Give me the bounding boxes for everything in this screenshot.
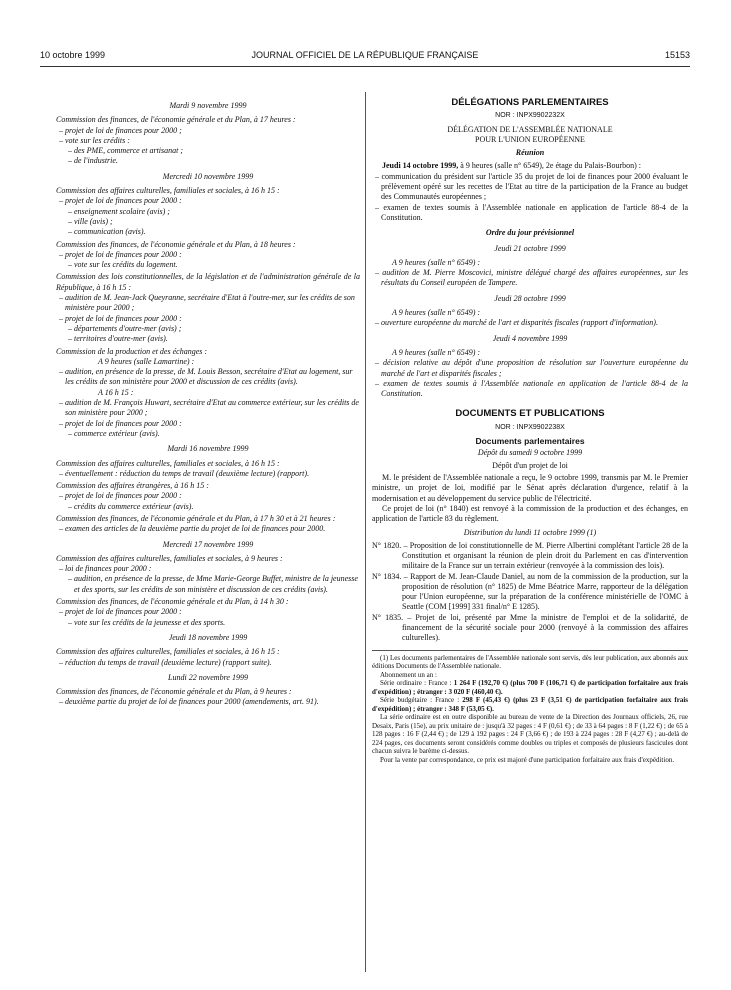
agenda-item: – projet de loi de finances pour 2000 : <box>59 249 182 259</box>
subsection-title: Documents parlementaires <box>475 436 585 447</box>
session-time: A 9 heures (salle n° 6549) : <box>392 308 481 318</box>
meeting-entry <box>372 161 688 171</box>
page-header <box>40 50 690 66</box>
agenda-item: – deuxième partie du projet de loi de finances pour 2000 (amendements, art. 91). <box>59 697 319 707</box>
agenda-item: – audition de M. Pierre Moscovici, ministre délégué chargé des affaires européennes, sur les résultats du Conseil européen de Tampere. <box>375 268 688 288</box>
nor-reference: NOR : INPX9902238X <box>495 423 565 431</box>
session-time: A 9 heures (salle n° 6549) : <box>392 257 481 267</box>
agenda-item: – audition de M. François Huwart, secrétaire d'Etat au commerce extérieur, sur les crédits de son ministère pour 2000 ; <box>59 398 359 418</box>
paragraph: M. le président de l'Assemblée nationale a reçu, le 9 octobre 1999, transmis par M. le Premier ministre, un projet de loi, modifié par le Sénat après déclaration d'urgence, relatif à la modernisation et au développement du service public de l'électricité. <box>372 472 688 503</box>
commission-entry: Commission des finances, de l'économie générale et du Plan, à 18 heures : <box>56 239 296 249</box>
left-column <box>56 96 360 708</box>
agenda-item: – projet de loi de finances pour 2000 : <box>59 491 182 501</box>
section-title: DOCUMENTS ET PUBLICATIONS <box>455 408 605 420</box>
date-heading: Jeudi 4 novembre 1999 <box>492 333 568 343</box>
agenda-subitem: – ville (avis) ; <box>68 216 113 226</box>
document-entry: N° 1835. – Projet de loi, présenté par Mme la ministre de l'emploi et de la solidarité, de financement de la sécurité sociale pour 2000 (renvoyé à la commission des affaires culturelles). <box>372 612 688 643</box>
agenda-item: – ouverture européenne du marché de l'art et disparités fiscales (rapport d'information). <box>375 318 658 328</box>
footnote-text <box>372 696 688 713</box>
commission-entry: Commission des affaires culturelles, familiales et sociales, à 16 h 15 : <box>56 647 280 657</box>
footnote-label: Série budgétaire : France : <box>380 696 463 705</box>
distribution-heading: Distribution du lundi 11 octobre 1999 (1) <box>463 528 597 538</box>
footnote-price: 298 F (45,43 €) (plus 23 F (3,51 €) de participation forfaitaire aux frais d'expédition) ; étranger : 348 F (53,05 €). <box>372 696 689 713</box>
agenda-item: – audition de M. Jean-Jack Queyranne, secrétaire d'Etat à l'outre-mer, sur les crédits de son ministère pour 2000 ; <box>59 293 355 313</box>
agenda-item: – projet de loi de finances pour 2000 : <box>59 418 182 428</box>
commission-entry: Commission des affaires culturelles, familiales et sociales, à 16 h 15 : <box>56 458 280 468</box>
agenda-heading: Ordre du jour prévisionnel <box>485 228 575 238</box>
agenda-subitem: – territoires d'outre-mer (avis). <box>68 334 168 344</box>
agenda-subitem: – crédits du commerce extérieur (avis). <box>68 501 194 511</box>
session-time: A 9 heures (salle n° 6549) : <box>392 347 481 357</box>
agenda-subitem: – enseignement scolaire (avis) ; <box>68 206 170 216</box>
commission-entry: Commission des affaires culturelles, familiales et sociales, à 16 h 15 : <box>56 186 280 196</box>
agenda-subitem: – de l'industrie. <box>68 156 118 166</box>
footnote-text: (1) Les documents parlementaires de l'Assemblée nationale sont servis, dès leur publication, aux abonnés aux éditions Documents de l'Assemblée nationale. <box>372 653 688 671</box>
commission-entry: Commission des affaires culturelles, familiales et sociales, à 9 heures : <box>56 553 283 563</box>
agenda-subitem: – communication (avis). <box>68 227 146 237</box>
agenda-item: – projet de loi de finances pour 2000 : <box>59 607 182 617</box>
footnote-text: Pour la vente par correspondance, ce prix est majoré d'une participation forfaitaire aux frais d'expédition. <box>380 755 675 764</box>
agenda-subitem: – départements d'outre-mer (avis) ; <box>68 323 182 333</box>
agenda-item: – loi de finances pour 2000 : <box>59 564 152 574</box>
agenda-item: – projet de loi de finances pour 2000 : <box>59 313 182 323</box>
commission-entry: Commission des lois constitutionnelles, de la législation et de l'administration générale de la République, à 16 h 15 : <box>56 272 360 292</box>
right-column <box>372 96 688 764</box>
footnote-label: Série ordinaire : France : <box>380 679 454 688</box>
commission-entry: Commission des finances, de l'économie générale et du Plan, à 17 h 30 et à 21 heures : <box>56 513 336 523</box>
agenda-item: – examen des articles de la deuxième partie du projet de loi de finances pour 2000. <box>59 524 326 534</box>
document-entry: N° 1820. – Proposition de loi constitutionnelle de M. Pierre Albertini complétant l'article 28 de la Constitution et organisant la réunion de plein droit du Parlement en cas d'intervention militaire de la France sur un terrain extérieur (renvoyée à la commission des lois). <box>372 540 688 571</box>
agenda-subitem: – vote sur les crédits du logement. <box>68 260 178 270</box>
meeting-location: à 9 heures (salle n° 6549), 2e étage du Palais-Bourbon) : <box>458 161 641 171</box>
agenda-subitem: – audition, en présence de la presse, de Mme Marie-George Buffet, ministre de la jeunesse et des sports, sur les crédits de son ministère et discussion de ces crédits (avis). <box>68 574 358 594</box>
meeting-heading: Réunion <box>515 148 545 158</box>
column-divider <box>365 92 366 972</box>
agenda-item: – communication du président sur l'article 35 du projet de loi de finances pour 2000 évaluant le prélèvement opéré sur les recettes de l'Etat au titre de la participation de la France au budget des Communautés européennes ; <box>375 171 688 202</box>
commission-entry: Commission des affaires étrangères, à 16 h 15 : <box>56 481 209 491</box>
date-heading: Lundi 22 novembre 1999 <box>168 672 248 682</box>
header-date: 10 octobre 1999 <box>40 50 106 60</box>
agenda-item: – examen de textes soumis à l'Assemblée nationale en application de l'article 88-4 de la Constitution. <box>375 378 688 399</box>
document-entry: N° 1834. – Rapport de M. Jean-Claude Daniel, au nom de la commission de la production, sur la proposition de résolution (n° 1825) de Mme Béatrice Marre, rapporteur de la délégation pour l'Union européenne, sur la préparation de la conférence ministérielle de l'OMC à Seattle (COM [1999] 331 final/n° E 1285). <box>372 571 688 612</box>
organization-name: POUR L'UNION EUROPÉENNE <box>475 134 585 144</box>
commission-entry: Commission des finances, de l'économie générale et du Plan, à 9 heures : <box>56 687 292 697</box>
date-heading: Jeudi 28 octobre 1999 <box>494 293 566 303</box>
date-heading: Jeudi 21 octobre 1999 <box>494 243 566 253</box>
session-time: A 16 h 15 : <box>98 387 134 397</box>
date-heading: Mercredi 10 novembre 1999 <box>162 171 254 181</box>
deposit-date: Dépôt du samedi 9 octobre 1999 <box>477 448 583 458</box>
meeting-date: Jeudi 14 octobre 1999, <box>382 161 459 171</box>
organization-name: DÉLÉGATION DE L'ASSEMBLÉE NATIONALE <box>447 124 613 134</box>
header-rule <box>40 66 690 67</box>
agenda-item: – réduction du temps de travail (deuxième lecture) (rapport suite). <box>59 657 272 667</box>
agenda-subitem: – commerce extérieur (avis). <box>68 428 160 438</box>
section-title: DÉLÉGATIONS PARLEMENTAIRES <box>451 97 609 108</box>
footnote-text <box>372 679 688 696</box>
agenda-item: – projet de loi de finances pour 2000 ; <box>59 125 182 135</box>
nor-reference: NOR : INPX9902232X <box>495 112 565 120</box>
header-title: JOURNAL OFFICIEL DE LA RÉPUBLIQUE FRANÇAISE <box>251 50 479 60</box>
footnote-text: Abonnement un an : <box>380 670 437 679</box>
date-heading: Mercredi 17 novembre 1999 <box>162 539 254 549</box>
agenda-subitem: – vote sur les crédits de la jeunesse et des sports. <box>68 617 226 627</box>
commission-entry: Commission des finances, de l'économie générale et du Plan, à 14 h 30 : <box>56 597 289 607</box>
agenda-item: – audition, en présence de la presse, de M. Louis Besson, secrétaire d'Etat au logement, sur les crédits de son ministère pour 2000 et discussion de ces crédits (avis). <box>59 367 353 387</box>
agenda-item: – décision relative au dépôt d'une proposition de résolution sur l'ouverture européenne du marché de l'art et disparités fiscales ; <box>375 358 688 378</box>
agenda-subitem: – des PME, commerce et artisanat ; <box>68 146 184 156</box>
date-heading: Mardi 16 novembre 1999 <box>167 444 249 454</box>
agenda-item: – projet de loi de finances pour 2000 : <box>59 196 182 206</box>
commission-entry: Commission des finances, de l'économie générale et du Plan, à 17 heures : <box>56 115 296 125</box>
footnote <box>372 650 688 765</box>
session-time: A 9 heures (salle Lamartine) : <box>98 356 195 366</box>
footnote-price: 1 264 F (192,70 €) (plus 700 F (106,71 €) de participation forfaitaire aux frais d'expédition) ; étranger : 3 020 F (460,40 €). <box>372 679 688 696</box>
agenda-item: – examen de textes soumis à l'Assemblée nationale en application de l'article 88-4 de la Constitution. <box>375 202 688 222</box>
date-heading: Mardi 9 novembre 1999 <box>169 101 247 110</box>
date-heading: Jeudi 18 novembre 1999 <box>168 632 248 642</box>
paragraph: Ce projet de loi (n° 1840) est renvoyé à la commission de la production et des échanges, en application de l'article 83 du règlement. <box>372 503 688 524</box>
footnote-text: La série ordinaire est en outre disponible au bureau de vente de la Direction des Journaux officiels, 26, rue Desaix, Paris (15e), au prix unitaire de : jusqu'à 32 pages : 4 F (0,61 €) ; de 33 à 64 pages : 8 F (1,22 €) ; de 65 à 128 pages : 16 F (2,44 €) ; de 129 à 192 pages : 24 F (3,66 €) ; de 193 à 224 pages : 28 F (4,27 €) ; au-delà de 224 pages, ces documents seront considérés comme doubles ou triples et composés de plusieurs fascicules dont chacun suivra le barème ci-dessus. <box>372 713 688 756</box>
deposit-title: Dépôt d'un projet de loi <box>492 460 568 470</box>
page-number: 15153 <box>664 50 690 60</box>
agenda-item: – éventuellement : réduction du temps de travail (deuxième lecture) (rapport). <box>59 468 310 478</box>
agenda-item: – vote sur les crédits : <box>59 135 130 145</box>
commission-entry: Commission de la production et des échanges : <box>56 346 208 356</box>
